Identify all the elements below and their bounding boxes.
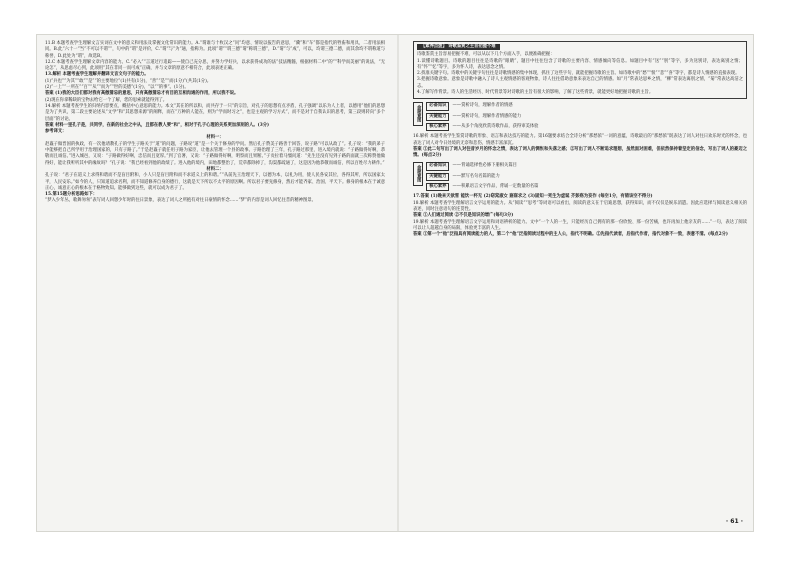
page-number: · 61 · — [725, 518, 743, 525]
q14-text: 14.解析 本题考查学生的归纳内容要点、概括中心意思的能力。本文“其在的所以和，而共存于一只”的宗旨，对孔子的思想有点矛盾，孔子强调“以乐为人上者，以德用”他们的思想是为了共识，第二段主要论述从“文学”和“其思想来源”的阐释，而在“万种的人能在，则为“学而时习之”，也是主观的学习方式”，而不是对于自我认识的思考，第三段则转向“多个层面”的讨论。 — [45, 103, 385, 122]
literacy-tip-point1: 1.读懂诗歌题目。诗歌的题目往往是诗歌的“眼睛”，题目中往往包含了诗歌的主要内容、情感倾向等信息。如题目中有“送”“别”等字，多为送别诗，表达离别之情；有“怀”“忆”等字，多为怀人诗，表达思念之情。 — [417, 58, 743, 70]
q16-text: 16.解析 本题考查学生鉴赏诗歌的形象、语言和表达技巧的能力。第16题要求结合全诗分析“那愁浓”一词的意蕴，诗歌最后的“那愁浓”既表达了词人对往日欢乐时光的怀念，也表达了词人对今日处境的无奈和悲伤，情感丰富深沉。 — [413, 134, 747, 146]
material-two-text: 孔子说：“君子在道义上求得和谐而不是盲目附和，小人只是盲目附和而不求道义上的和谐。”“从前先王治理天下，以德为本，以礼为用，使人民各安其位，各得其所，所以国家太平，人民安乐。”如今的人，只知道追求名利，而不知道修养自身的德行，这就是天下所以不太平的原因啊。所以君子要先修身，然后才能齐家、治国、平天下。修身的根本在于诚意正心，诚意正心的根本在于格物致知。能够做到这些，就可以成为君子了。 — [45, 173, 385, 191]
reference-translation-title: 参考译文： — [45, 129, 67, 135]
q18-text: 18.解析 本题考查学生理解语言文字运用的能力。从“阅读”“思考”等词语可以看出，阅读的意义在于启迪思想，获得知识，而不仅仅是娱乐消遣。因此应选择与阅读意义相关的表述，同时注意语句的连贯性。 — [413, 200, 747, 212]
material-one-text: 赵襄子做晋国的执政，有一次他请教孔子的学生子路关于“道”的问题，子路说“道”是一个关于修身的学问。然后孔子赞美子路善于回答，说子路“可以从政了”。孔子说：“我的弟子中能够把自己所学用于治理国家的，只有子路了。”于是赵襄子就任用子路为家臣，让他去管理一个县的政事。子路治理了三年，孔子路过那里，进入境内就说：“子路做得好啊，恭敬而且诚信。”进入城邑，又说：“子路做得好啊，忠信而且宽厚。”到了官署，又说：“子路做得好啊，明察而且果断。”子贡拉着马缰问道：“先生还没有见到子路的面就三次称赞他做得好，能让我听听其中的缘故吗？”孔子说：“我已经看到他的政绩了。进入他的境内，田地都整治了，荒草都除掉了，沟渠都疏通了，这是因为他恭敬而诚信，所以百姓尽力耕作。” — [45, 141, 385, 166]
column-gutter — [397, 35, 399, 531]
literacy-tip-box — [413, 41, 747, 99]
intent-label: 命题意图 — [413, 102, 423, 125]
left-column — [45, 41, 385, 205]
tag-ability-text: ——默写名句名篇的能力 — [452, 173, 500, 179]
q14-answer: 答案 材料一里孔子是，共同学，在新的社会之中从，且都在教人要“和”，相对于孔子心理的关系更加深刻的人。(3分) — [45, 122, 270, 128]
literacy-tip-title: 【素养点拨】 诗歌鉴赏之主旨把握不难 — [417, 44, 500, 50]
tag-knowledge-text: ——背诵选择性必修下册相关篇目 — [452, 163, 517, 169]
q15-title: 15.第15题分析思路如下： — [45, 192, 98, 198]
q19-answer: 答案 ①第一个“他”泛指具有阅读能力的人，第二个“他”泛指阅读过程中的主人公，指代不明确。②先指代读者，后指代作者，指代对象不一致，表意不清。(每点2分) — [413, 232, 728, 238]
q17-answer: 17.答案 (1)晚来天欲雪 能饮一杯无 (2)窈窕淑女 寤寐求之 (3)固知一死生为虚诞 齐彭殇为妄作 (每空1分，有错该空不得分) — [413, 194, 653, 200]
tag-ability-text: ——赏析诗句，理解作者情感的能力 — [452, 113, 522, 119]
q15-text: “梦入少年丛，歌舞匆匆”表写词人回想少年时的往日景象，表达了词人之所抱有对往日豪情的怀念……“梦”的内容是词人回忆往昔的精神图景。 — [45, 198, 316, 204]
tag-literacy: 核心素养 — [426, 183, 449, 191]
tag-literacy: 核心素养 — [426, 123, 449, 131]
q18-answer: 答案 ①人们通过阅读 ②不仅是知识的增广(每句3分) — [413, 213, 514, 219]
q13-answer2: (2)现在你拿稀缺的宝物去给它一个了解，您的思索就能得到了。 — [45, 97, 168, 103]
tag-literacy-text: ——从多个角度欣赏诗歌作品，获得审美体验 — [452, 123, 539, 129]
material-one-title: 材料一： — [206, 135, 224, 141]
tag-literacy-text: ——积累语言文字作品，背诵一定数量的名篇 — [452, 184, 539, 190]
q13-answer1: 答案 (1)我的大臣们都对我有高傲猜忌的意思，只有高傲猜忌才有目的互相沟通的作用，所以我不说。 — [45, 91, 239, 97]
literacy-tip-point4: 4.了解写作背景。诗人的生活经历、时代背景等对诗歌的主旨有很大的影响，了解了这些背景，就能更好地把握诗歌的主旨。 — [417, 90, 654, 96]
tag-knowledge: 必备知识 — [426, 162, 449, 170]
q13-point1: (1)“兵也”“为其”“敢”“是”“的主要地位”(1)共有(1分)，“善”“是”“而(1分)”(共其(1分)。 — [45, 78, 212, 84]
intent-label: 命题意图 — [413, 162, 423, 185]
tag-knowledge-text: ——赏析诗句，理解作者的情感 — [452, 103, 513, 109]
tag-ability: 关键能力 — [426, 113, 449, 121]
tag-ability: 关键能力 — [426, 173, 449, 181]
q16-answer: 答案 ①此二句写出了词人对往昔岁月的怀念之情，表达了词人的惆怅和失落之感；②写出了词人不断追求理想，虽然面对困难，但依然保持着坚定的信念，写出了词人的豪迈之情。(每点2分) — [413, 146, 747, 159]
literacy-tip-point3: 3.把握诗歌意象。意象是诗歌中融入了诗人主观情感的客观物象，诗人往往借助意象来表达自己的情感。如“月”常表达思乡之情，“柳”常表达离别之情，“菊”常表达高洁之志。 — [417, 77, 743, 89]
q13-point2: (2)“一上”“一所在”“百”“从”“而为”“世的美德”(1分)，“以”“的事”。(1分)。 — [45, 85, 189, 91]
material-two-title: 材料二： — [206, 166, 224, 172]
intent-block-16 — [413, 102, 747, 131]
q11-text: 11.B 本题考查学生理解文言实词在文中的意义和用法及掌握文化常识的能力。A.“谓谁与十枚汉之“问”均意、情说以报告的意思，“骥”和“车”都是指代的牲畜和用具，二者用法相同。B.此“六十一”当“不可以不谓“”，句中的“谓”是评价，C.“谓”与“为”通，指称为。此项“谓”“谓三德”谓“称谓三德”，D.“谓”与“成”，可以，均谓三德二德，而其余均不谓称道与称誉，D.此处为“谓”，故选B。 — [45, 41, 385, 59]
q19-text: 19.解析 本题考查学生理解语言文字运用和词语辨析的能力。文中“一个人的一生，只能经历自己拥有的那一份欣悦、那一份苦痛，也许再加上他亲友的……”一句，表达了阅读可以让人超越自身的局限，体验更丰富的人生。 — [413, 219, 747, 231]
literacy-tip-lead: 诗歌鉴赏主旨容易把握不难，可以从以下几个方面入手，以便准确把握： — [417, 52, 555, 58]
exam-answer-page — [36, 34, 754, 532]
right-column — [413, 41, 747, 238]
q12-text: 12.C 本题考查学生理解文章内容的能力。C.“必入”“言道过行追踪——使自己充分思，并努力学好兵，以求获得成功的法”技法精髓，根据材料二中“的”“科学而美丽”的说法，“无论怎”，从思虑尽心到，此项用“其在非同一而可成”正确，并与文章的原意不相符合，此项表述正确。 — [45, 59, 385, 72]
literacy-tip-point2: 2.找准关键字句。诗歌中的关键字句往往是诗歌情感的集中体现，抓住了这些字句，就能把握诗歌的主旨。如诗歌中的“愁”“恨”“悲”“喜”等字，都是诗人情感的直接表现。 — [417, 71, 740, 77]
intent-block-17 — [413, 162, 747, 191]
q13-intro: 13.解析 本题考查学生理解并翻译文言文句子的能力。 — [45, 72, 149, 78]
tag-knowledge: 必备知识 — [426, 102, 449, 110]
